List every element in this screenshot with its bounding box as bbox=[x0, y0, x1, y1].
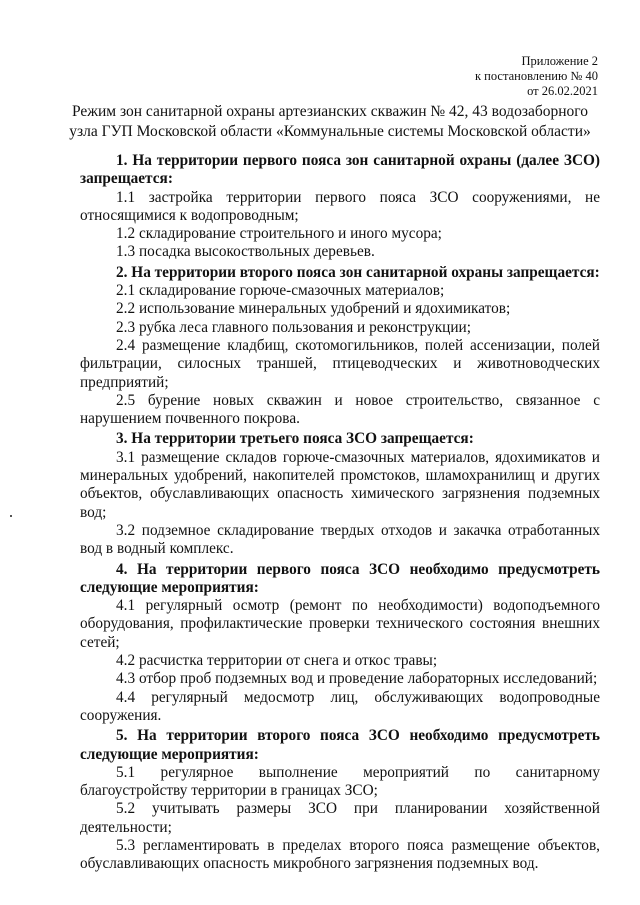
section-heading-2: 2. На территории второго пояса зон санитарной охраны запрещается: bbox=[116, 263, 600, 281]
list-item-1-3: 1.3 посадка высокоствольных деревьев. bbox=[116, 243, 375, 261]
list-item-4-1: 4.1 регулярный осмотр (ремонт по необходимости) водоподъемного оборудования, профилактические проверки технического состояния внешних сетей; bbox=[80, 597, 600, 651]
appendix-reference bbox=[475, 54, 598, 99]
document-title bbox=[60, 102, 600, 142]
section-heading-5: 5. На территории второго пояса ЗСО необходимо предусмотреть следующие мероприятия: bbox=[80, 727, 600, 763]
appendix-date: от 26.02.2021 bbox=[527, 84, 598, 98]
list-item-3-2: 3.2 подземное складирование твердых отходов и закачка отработанных вод в водный комплекс. bbox=[80, 521, 600, 558]
scan-artifact-dot bbox=[10, 515, 12, 517]
list-item-5-2: 5.2 учитывать размеры ЗСО при планировании хозяйственной деятельности; bbox=[80, 800, 600, 836]
list-item-2-2: 2.2 использование минеральных удобрений и ядохимикатов; bbox=[116, 300, 511, 318]
list-item-5-1: 5.1 регулярное выполнение мероприятий по санитарному благоустройству территории в границах ЗСО; bbox=[80, 763, 600, 800]
list-item-3-1: 3.1 размещение складов горюче-смазочных материалов, ядохимикатов и минеральных удобрений, накопителей промстоков, шламохранилищ и других объектов, обуславливающих опасность химического загрязнения подземных вод; bbox=[80, 448, 600, 521]
list-item-4-4: 4.4 регулярный медосмотр лиц, обслуживающих водопроводные сооружения. bbox=[80, 688, 600, 724]
list-item-2-1: 2.1 складирование горюче-смазочных материалов; bbox=[116, 282, 445, 300]
list-item-2-4: 2.4 размещение кладбищ, скотомогильников, полей ассенизации, полей фильтрации, силосных траншей, птицеводческих и животноводческих предприятий; bbox=[80, 336, 600, 391]
list-item-2-5: 2.5 бурение новых скважин и новое строительство, связанное с нарушением почвенного покрова. bbox=[80, 391, 600, 428]
list-item-4-3: 4.3 отбор проб подземных вод и проведение лабораторных исследований; bbox=[116, 670, 598, 688]
list-item-1-2: 1.2 складирование строительного и иного мусора; bbox=[116, 225, 442, 243]
document-title-line-1: Режим зон санитарной охраны артезианских скважин № 42, 43 водозаборного bbox=[72, 103, 588, 120]
appendix-resolution: к постановлению № 40 bbox=[474, 69, 598, 83]
document-title-line-2: узла ГУП Московской области «Коммунальные системы Московской области» bbox=[69, 123, 591, 140]
section-heading-1: 1. На территории первого пояса зон санитарной охраны (далее ЗСО) запрещается: bbox=[80, 152, 600, 188]
document-body bbox=[80, 150, 600, 874]
list-item-5-3: 5.3 регламентировать в пределах второго пояса размещение объектов, обуславливающих опасность микробного загрязнения подземных вод. bbox=[80, 836, 600, 873]
section-heading-3: 3. На территории третьего пояса ЗСО запрещается: bbox=[116, 430, 474, 448]
list-item-4-2: 4.2 расчистка территории от снега и откос травы; bbox=[116, 652, 438, 670]
list-item-1-1: 1.1 застройка территории первого пояса ЗСО сооружениями, не относящимися к водопроводным; bbox=[80, 188, 600, 224]
section-heading-4: 4. На территории первого пояса ЗСО необходимо предусмотреть следующие мероприятия: bbox=[80, 560, 600, 596]
list-item-2-3: 2.3 рубка леса главного пользования и реконструкции; bbox=[116, 318, 471, 336]
appendix-number: Приложение 2 bbox=[521, 54, 598, 68]
